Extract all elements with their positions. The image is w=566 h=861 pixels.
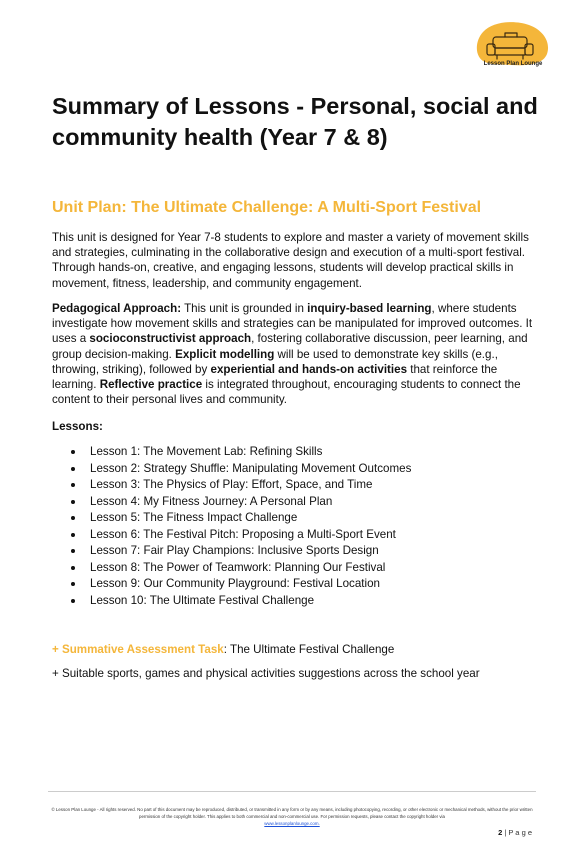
- intro-paragraph: This unit is designed for Year 7-8 students to explore and master a variety of movement skills and strategies, culminating in the collaborative design and execution of a multi-sport festival. Through hands-on, creative, and engaging lessons, students will develop practical skills in movement, fitness, leadership, and community engagement.: [52, 231, 529, 290]
- pedagogy-bold: Reflective practice: [99, 378, 203, 392]
- lesson-title: Lesson 4: My Fitness Journey: A Personal Plan: [90, 494, 333, 508]
- copyright-text: © Lesson Plan Lounge - All rights reserved. No part of this document may be reproduced, distributed, or transmitted in any form or by any means, including photocopying, recording, or other electronic or mechanical methods, without the prior written permission of the copyright holder. This applies to both commercial and non-commercial use. For permission requests, please contact the copyright holder via: [51, 807, 533, 819]
- unit-heading: Unit Plan: The Ultimate Challenge: A Multi-Sport Festival: [52, 199, 482, 216]
- bullet-icon: [71, 582, 75, 586]
- lesson-title: Lesson 8: The Power of Teamwork: Planning Our Festival: [90, 560, 386, 574]
- lessons-label: Lessons:: [52, 420, 103, 433]
- bullet-icon: [71, 516, 75, 520]
- lesson-title: Lesson 6: The Festival Pitch: Proposing a Multi-Sport Event: [90, 527, 396, 541]
- pedagogy-text: will be used to demonstrate key skills (e.g., throwing, striking), followed by: [52, 347, 498, 376]
- lesson-title: Lesson 3: The Physics of Play: Effort, Space, and Time: [90, 478, 373, 491]
- summative-task: [52, 643, 394, 656]
- list-item: [71, 593, 411, 610]
- summative-label: + Summative Assessment Task: [52, 643, 224, 656]
- list-item: [71, 543, 411, 560]
- lesson-title: Lesson 5: The Fitness Impact Challenge: [90, 511, 298, 524]
- bullet-icon: [71, 483, 75, 487]
- list-item: [71, 461, 411, 478]
- list-item: [71, 510, 411, 527]
- pedagogy-text: This unit is grounded in: [181, 302, 308, 315]
- lesson-list: [71, 444, 411, 609]
- bullet-icon: [71, 599, 75, 603]
- page-number-value: 2: [498, 828, 503, 837]
- bullet-icon: [71, 500, 75, 504]
- copyright-notice: [48, 806, 536, 827]
- pedagogy-text: , fostering collaborative discussion, peer learning, and group decision-making.: [52, 332, 528, 361]
- bullet-icon: [71, 549, 75, 553]
- pedagogy-text: is integrated throughout, encouraging students to connect the content to their personal lives and community.: [52, 378, 521, 407]
- pedagogy-text: , where students investigate how movement skills and strategies can be manipulated for improved outcomes. It uses a: [52, 302, 533, 346]
- bullet-icon: [71, 566, 75, 570]
- website-link[interactable]: www.lessonplanlounge.com.: [264, 821, 320, 826]
- pedagogy-bold: inquiry-based learning: [307, 302, 432, 315]
- list-item: [71, 444, 411, 461]
- suggestions-line: + Suitable sports, games and physical activities suggestions across the school year: [52, 667, 480, 680]
- list-item: [71, 477, 411, 494]
- pedagogy-label: Pedagogical Approach:: [52, 302, 182, 315]
- summative-text: : The Ultimate Festival Challenge: [223, 643, 395, 656]
- pedagogy-text: that reinforce the learning.: [52, 362, 498, 392]
- bullet-icon: [71, 533, 75, 537]
- pedagogy-bold: experiential and hands-on activities: [210, 362, 408, 376]
- footer-divider: [48, 791, 536, 792]
- list-item: [71, 527, 411, 544]
- lesson-title: Lesson 9: Our Community Playground: Festival Location: [90, 577, 380, 590]
- list-item: [71, 576, 411, 593]
- list-item: [71, 494, 411, 511]
- bullet-icon: [71, 467, 75, 471]
- bullet-icon: [71, 450, 75, 454]
- pedagogy-bold: Explicit modelling: [175, 347, 275, 361]
- pedagogy-paragraph: [52, 301, 534, 407]
- lesson-title: Lesson 10: The Ultimate Festival Challenge: [90, 593, 315, 607]
- lesson-title: Lesson 2: Strategy Shuffle: Manipulating Movement Outcomes: [90, 461, 412, 475]
- page-number-label: | P a g e: [504, 828, 532, 837]
- list-item: [71, 560, 411, 577]
- lesson-title: Lesson 7: Fair Play Champions: Inclusive Sports Design: [90, 544, 379, 557]
- logo-caption: Lesson Plan Lounge: [483, 61, 543, 67]
- lesson-title: Lesson 1: The Movement Lab: Refining Skills: [90, 445, 323, 458]
- page-number: [498, 828, 532, 837]
- page-title: Summary of Lessons - Personal, social and community health (Year 7 & 8): [52, 93, 538, 150]
- pedagogy-bold: socioconstructivist approach: [89, 332, 252, 346]
